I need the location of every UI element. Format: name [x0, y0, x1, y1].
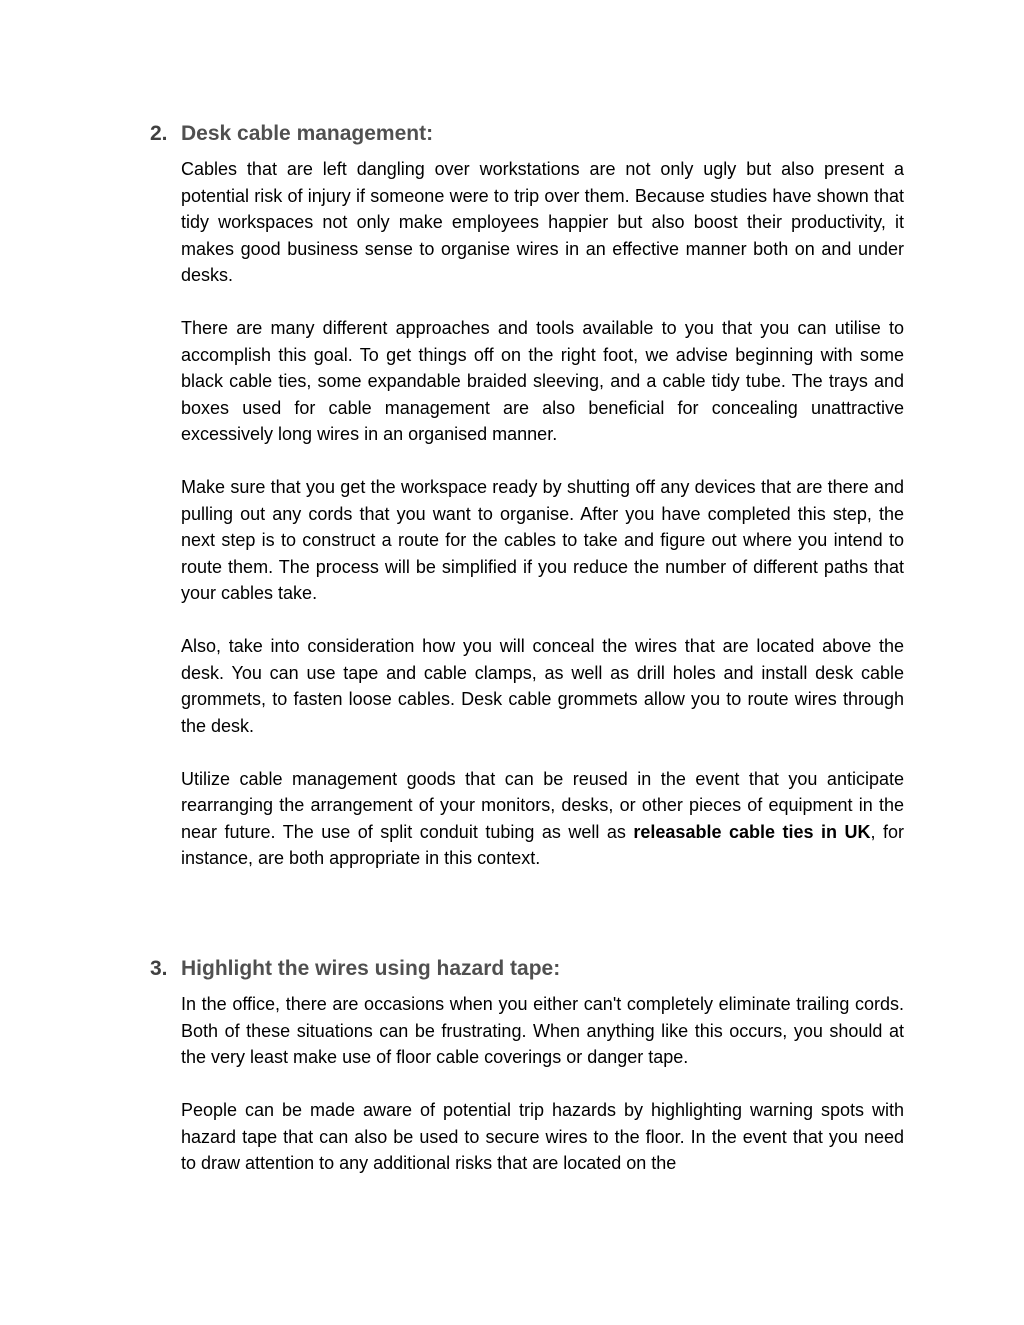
paragraph: In the office, there are occasions when you either can't completely eliminate trailing cords. Both of these situations can be frustrating. When anything like this occurs, you should at the very least make use of floor cable coverings or danger tape. — [181, 994, 904, 1067]
section-number: 3. — [150, 957, 168, 980]
paragraph-tail-text: , for instance, are both appropriate in this context. — [181, 821, 905, 868]
section-desk-cable-management — [150, 120, 904, 872]
paragraph: People can be made aware of potential trip hazards by highlighting warning spots with hazard tape that can also be used to secure wires to the floor. In the event that you need to draw attention to any additional risks that are located on the — [181, 1100, 904, 1173]
paragraph: Cables that are left dangling over workstations are not only ugly but also present a potential risk of injury if someone were to trip over them. Because studies have shown that tidy workspaces not only make employees happier but also boost their productivity, it makes good business sense to organise wires in an effective manner both on and under desks. — [181, 159, 904, 285]
section-title: Highlight the wires using hazard tape: — [181, 957, 561, 980]
section-body — [181, 156, 904, 872]
paragraph: Make sure that you get the workspace ready by shutting off any devices that are there and pulling out any cords that you want to organise. After you have completed this step, the next step is to construct a route for the cables to take and figure out where you intend to route them. The process will be simplified if you reduce the number of different paths that your cables take. — [181, 477, 904, 603]
paragraph: There are many different approaches and tools available to you that you can utilise to accomplish this goal. To get things off on the right foot, we advise beginning with some black cable ties, some expandable braided sleeving, and a cable tidy tube. The trays and boxes used for cable management are also beneficial for concealing unattractive excessively long wires in an organised manner. — [181, 318, 904, 444]
bold-keyword: releasable cable ties in UK — [633, 821, 871, 842]
section-heading — [150, 955, 904, 983]
paragraph: Also, take into consideration how you will conceal the wires that are located above the desk. You can use tape and cable clamps, as well as drill holes and install desk cable grommets, to fasten loose cables. Desk cable grommets allow you to route wires through the desk. — [181, 636, 904, 736]
section-hazard-tape — [150, 955, 904, 1177]
section-heading — [150, 120, 904, 148]
paragraph-lead-text: Utilize cable management goods that can be reused in the event that you anticipate rearranging the arrangement of your monitors, desks, or other pieces of equipment in the near future. The use of split conduit tubing as well as — [181, 768, 904, 842]
section-body — [181, 991, 904, 1177]
section-number: 2. — [150, 122, 168, 145]
paragraph-with-emphasis — [181, 766, 904, 872]
section-title: Desk cable management: — [181, 122, 434, 145]
